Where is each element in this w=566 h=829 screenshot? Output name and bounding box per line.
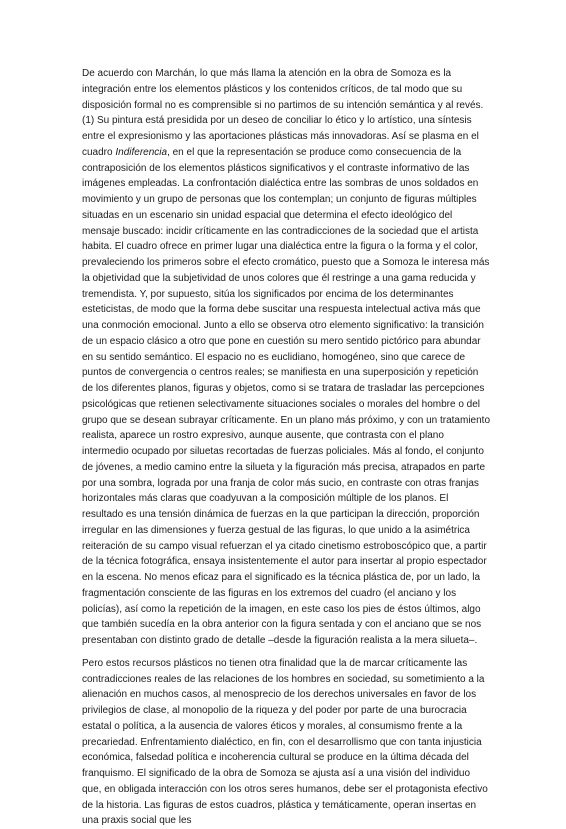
painting-title: Indiferencia [115,146,168,158]
paragraph-1-text-before: De acuerdo con Marchán, lo que más llama la atención en la obra de Somoza es la integración entre los elementos plásticos y los contenidos críticos, de tal modo que su disposición formal no es comprensible si no partimos de su intención semántica y al revés.(1) Su pintura está presidida por un deseo de conciliar lo ético y lo artístico, una síntesis entre el expresionismo y las aportaciones plásticas más innovadoras. Así se plasma en el cuadro [82,68,484,158]
paragraph-2-text: Pero estos recursos plásticos no tienen otra finalidad que la de marcar críticamente las contradicciones reales de las relaciones de los hombres en sociedad, su sometimiento a la alienación en muchos casos, al menosprecio de los derechos universales en favor de los privilegios de clase, al monopolio de la riqueza y del poder por parte de una burocracia estatal o política, a la ausencia de valores éticos y morales, al consumismo frente a la precariedad. Enfrentamiento dialéctico, en fin, con el desarrollismo que con tanta injusticia económica, falsedad política e incoherencia cultural se produce en la última década del franquismo. El significado de la obra de Somoza se ajusta así a una visión del individuo que, en obligada interacción con los otros seres humanos, debe ser el protagonista efectivo de la historia. Las figuras de estos cuadros, plástica y temáticamente, operan insertas en una praxis social que les [82,657,488,827]
paragraph-2 [82,656,490,829]
document-page [82,66,490,829]
paragraph-1 [82,66,490,649]
paragraph-1-text-after: , en el que la representación se produce como consecuencia de la contraposición de los elementos plásticos significativos y el contraste informativo de las imágenes empleadas. La confrontación dialéctica entre las sombras de unos soldados en movimiento y un grupo de personas que los contemplan; un conjunto de figuras múltiples situadas en un escenario sin unidad espacial que determina el efecto ideológico del mensaje buscado: incidir críticamente en las contradicciones de la sociedad que el artista habita. El cuadro ofrece en primer lugar una dialéctica entre la figura o la forma y el color, prevaleciendo los primeros sobre el efecto cromático, puesto que a Somoza le interesa más la objetividad que la subjetividad de unos colores que él restringe a una gama reducida y tremendista. Y, por supuesto, sitúa los significados por encima de los determinantes esteticistas, de modo que la forma debe suscitar una respuesta intelectual activa más que una conmoción emocional. Junto a ello se observa otro elemento significativo: la transición de un espacio clásico a otro que pone en cuestión su mero sentido pictórico para abundar en su sentido semántico. El espacio no es euclidiano, homogéneo, sino que carece de puntos de convergencia o centros reales; se manifiesta en una superposición y repetición de los diferentes planos, figuras y objetos, como si se tratara de trasladar las percepciones psicológicas que retienen selectivamente situaciones sociales o morales del hombre o del grupo que se desean subrayar críticamente. En un plano más próximo, y con un tratamiento realista, aparece un rostro expresivo, aunque ausente, que contrasta con el plano intermedio ocupado por siluetas recortadas de fuerzas policiales. Más al fondo, el conjunto de jóvenes, a medio camino entre la silueta y la figuración más precisa, atrapados en parte por una sombra, lograda por una franja de color más sucio, en contraste con otras franjas horizontales más claras que coadyuvan a la composición múltiple de los planos. El resultado es una tensión dinámica de fuerzas en la que participan la dirección, proporción irregular en las dimensiones y fuerza gestual de las figuras, lo que unido a la asimétrica reiteración de su campo visual refuerzan el ya citado cinetismo estroboscópico que, a partir de la técnica fotográfica, ensaya insistentemente el autor para insertar al propio espectador en la escena. No menos eficaz para el significado es la técnica plástica de, por un lado, la fragmentación consciente de las figuras en los extremos del cuadro (el anciano y los policías), así como la repetición de la imagen, en este caso los pies de éstos últimos, algo que también sucedía en la obra anterior con la figura sentada y con el anciano que se nos presentaban con distinto grado de detalle –desde la figuración realista a la mera silueta–. [82,146,491,646]
